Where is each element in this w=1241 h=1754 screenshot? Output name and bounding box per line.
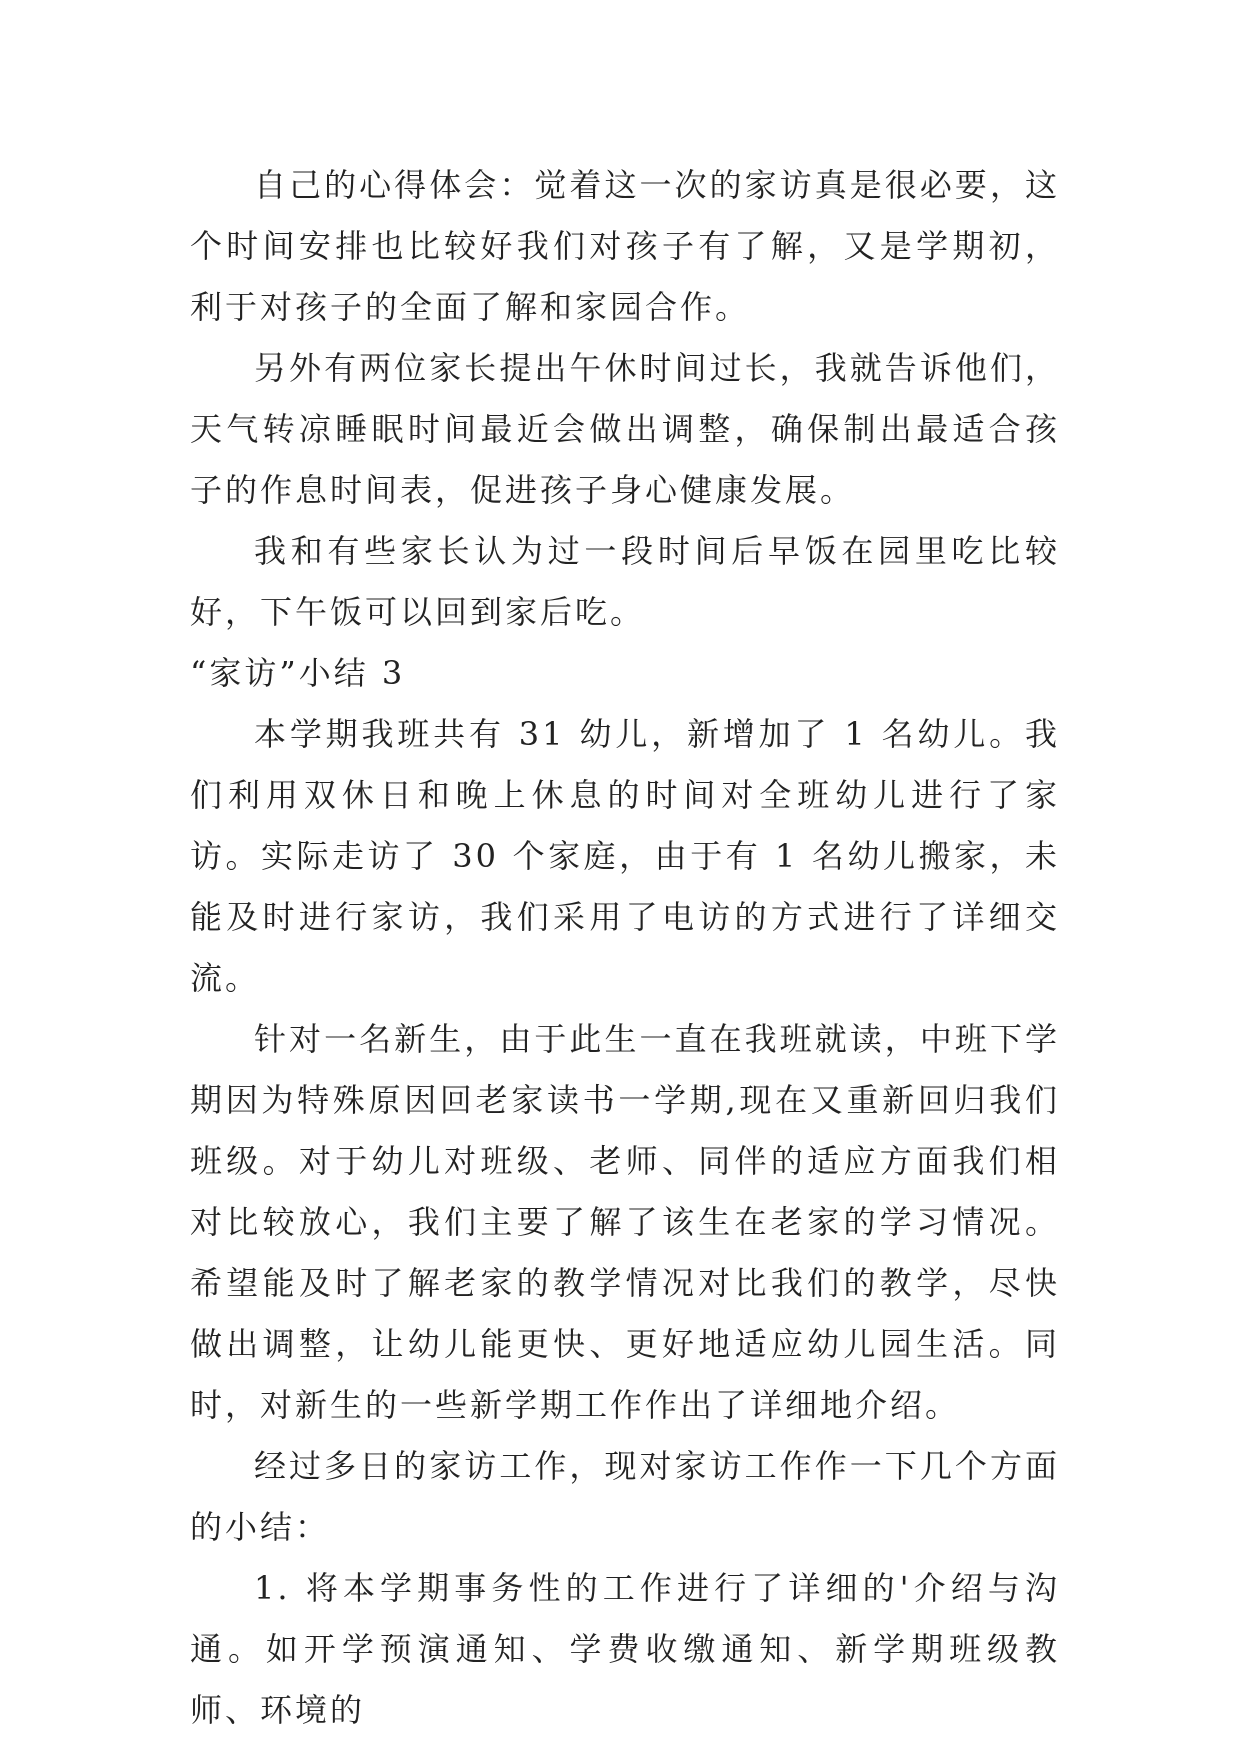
section-heading: “家访”小结 3 — [190, 654, 406, 692]
paragraph-new-student: 针对一名新生，由于此生一直在我班就读，中班下学期因为特殊原因回老家读书一学期,现在又重新回归我们班级。对于幼儿对班级、老师、同伴的适应方面我们相对比较放心，我们主要了解了该生在老家的学习情况。希望能及时了解老家的教学情况对比我们的教学，尽快做出调整，让幼儿能更快、更好地适应幼儿园生活。同时，对新生的一些新学期工作作出了详细地介绍。 — [190, 1020, 1060, 1424]
paragraph-summary-item-1: 1. 将本学期事务性的工作进行了详细的'介绍与沟通。如开学预演通知、学费收缴通知、新学期班级教师、环境的 — [190, 1569, 1060, 1729]
paragraph-meals: 我和有些家长认为过一段时间后早饭在园里吃比较好，下午饭可以回到家后吃。 — [190, 532, 1060, 631]
document-body — [190, 155, 1060, 1741]
paragraph-nap-time: 另外有两位家长提出午休时间过长，我就告诉他们，天气转凉睡眠时间最近会做出调整，确保制出最适合孩子的作息时间表，促进孩子身心健康发展。 — [190, 349, 1060, 509]
paragraph-reflection: 自己的心得体会：觉着这一次的家访真是很必要，这个时间安排也比较好我们对孩子有了解，又是学期初，利于对孩子的全面了解和家园合作。 — [190, 166, 1060, 326]
paragraph-summary-intro: 经过多日的家访工作，现对家访工作作一下几个方面的小结： — [190, 1447, 1060, 1546]
paragraph-visit-overview: 本学期我班共有 31 幼儿，新增加了 1 名幼儿。我们利用双休日和晚上休息的时间对全班幼儿进行了家访。实际走访了 30 个家庭，由于有 1 名幼儿搬家，未能及时进行家访，我们采用了电访的方式进行了详细交流。 — [190, 715, 1060, 997]
